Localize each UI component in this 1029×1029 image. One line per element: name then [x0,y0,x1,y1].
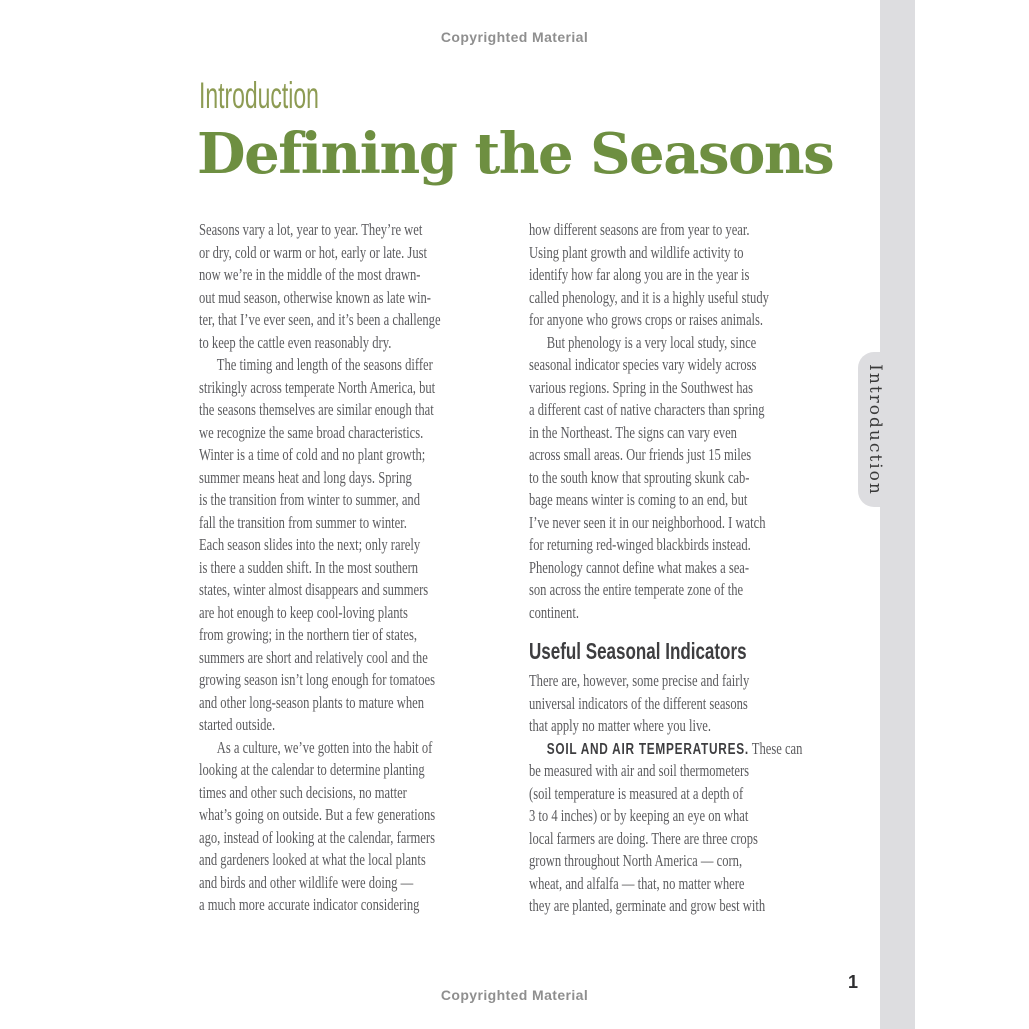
body-text-line: (soil temperature is measured at a depth of [529,783,744,803]
body-text-line: is there a sudden shift. In the most southern [199,557,419,577]
chapter-kicker: Introduction [199,75,319,116]
body-text-line: to the south know that sprouting skunk cab- [529,467,750,487]
body-text-line: Using plant growth and wildlife activity to [529,242,744,262]
body-text-line: looking at the calendar to determine planting [199,760,425,779]
paragraph-lead-label: SOIL AND AIR TEMPERATURES. [546,740,749,758]
body-text-line: times and other such decisions, no matter [199,782,407,802]
body-text-line: summers are short and relatively cool and the [199,647,428,667]
chapter-thumb-tab-label: Introduction [865,363,885,496]
body-text-line: a different cast of native characters than spring [529,400,765,419]
body-text-line: that apply no matter where you live. [529,716,712,735]
body-text-line: But phenology is a very local study, since [546,332,757,352]
body-text-line: and gardeners looked at what the local plants [199,850,426,869]
body-text-line: or dry, cold or warm or hot, early or late. Just [199,242,428,262]
body-text-line: the seasons themselves are similar enough that [199,400,434,419]
body-text-line: continent. [529,602,579,622]
body-text-line: states, winter almost disappears and summers [199,580,429,599]
body-text-line: called phenology, and it is a highly useful study [529,287,769,307]
body-text-line: bage means winter is coming to an end, but [529,490,748,509]
body-text-line: for returning red-winged blackbirds instead. [529,535,751,554]
body-text-line: are hot enough to keep cool-loving plants [199,602,408,622]
page-number: 1 [847,972,858,992]
page-edge-strip [880,0,915,1029]
body-text-line: a much more accurate indicator considering [199,895,420,914]
body-text-line: out mud season, otherwise known as late win- [199,287,431,307]
body-text-line: is the transition from winter to summer, and [199,490,421,509]
body-text-line: how different seasons are from year to year. [529,220,750,239]
body-text-line: and birds and other wildlife were doing — [199,872,414,892]
body-text-line: we recognize the same broad characteristics. [199,422,424,442]
body-text-line: from growing; in the northern tier of states, [199,625,418,644]
body-text-line: grown throughout North America — corn, [529,851,743,870]
body-text-line: Winter is a time of cold and no plant growth; [199,445,426,464]
body-text-line: strikingly across temperate North America, but [199,377,436,397]
body-text-line: for anyone who grows crops or raises animals. [529,310,764,329]
body-text-line: universal indicators of the different seasons [529,693,748,713]
body-text-line: across small areas. Our friends just 15 miles [529,445,752,464]
body-text-line: Phenology cannot define what makes a sea- [529,557,750,577]
body-text-line: fall the transition from summer to winter. [199,512,407,532]
body-text-line: to keep the cattle even reasonably dry. [199,332,392,352]
body-text-line: Each season slides into the next; only rarely [199,535,421,554]
body-text-line: growing season isn’t long enough for tomatoes [199,670,435,689]
body-text-line: identify how far along you are in the year is [529,265,750,284]
body-text-line: local farmers are doing. There are three crops [529,828,758,848]
body-text-line: in the Northeast. The signs can vary even [529,422,737,442]
body-text-line: summer means heat and long days. Spring [199,467,412,487]
body-text-line: and other long-season plants to mature when [199,692,424,712]
body-text-line: wheat, and alfalfa — that, no matter where [529,873,745,893]
body-text-line: As a culture, we’ve gotten into the habit of [216,737,433,757]
body-text-line: I’ve never seen it in our neighborhood. I watch [529,512,766,532]
body-text-line: Seasons vary a lot, year to year. They’re wet [199,220,423,239]
body-text-line: There are, however, some precise and fairly [529,671,750,690]
left-text-column [199,219,502,917]
body-text-line: started outside. [199,715,276,734]
section-heading: Useful Seasonal Indicators [529,638,747,664]
body-text-line: son across the entire temperate zone of the [529,580,744,599]
body-text-line: seasonal indicator species vary widely across [529,355,757,374]
body-text-line: 3 to 4 inches) or by keeping an eye on what [529,806,749,825]
right-text-column [529,219,832,918]
body-text-line: now we’re in the middle of the most drawn- [199,265,421,284]
body-text-line: The timing and length of the seasons differ [216,355,433,374]
chapter-thumb-tab[interactable] [858,352,915,507]
body-text-line: ter, that I’ve ever seen, and it’s been a challenge [199,310,441,329]
body-text-line: various regions. Spring in the Southwest has [529,377,753,397]
copyright-notice-bottom: Copyrighted Material [440,987,589,1003]
body-text-line: be measured with air and soil thermometers [529,761,750,780]
copyright-notice-top: Copyrighted Material [440,29,589,45]
body-text-line: they are planted, germinate and grow best with [529,896,766,915]
body-text-line: what’s going on outside. But a few generations [199,805,436,824]
page-title: Defining the Seasons [197,121,834,187]
body-text-line: ago, instead of looking at the calendar, farmers [199,827,435,847]
body-text-line: SOIL AND AIR TEMPERATURES. These can [546,738,803,758]
